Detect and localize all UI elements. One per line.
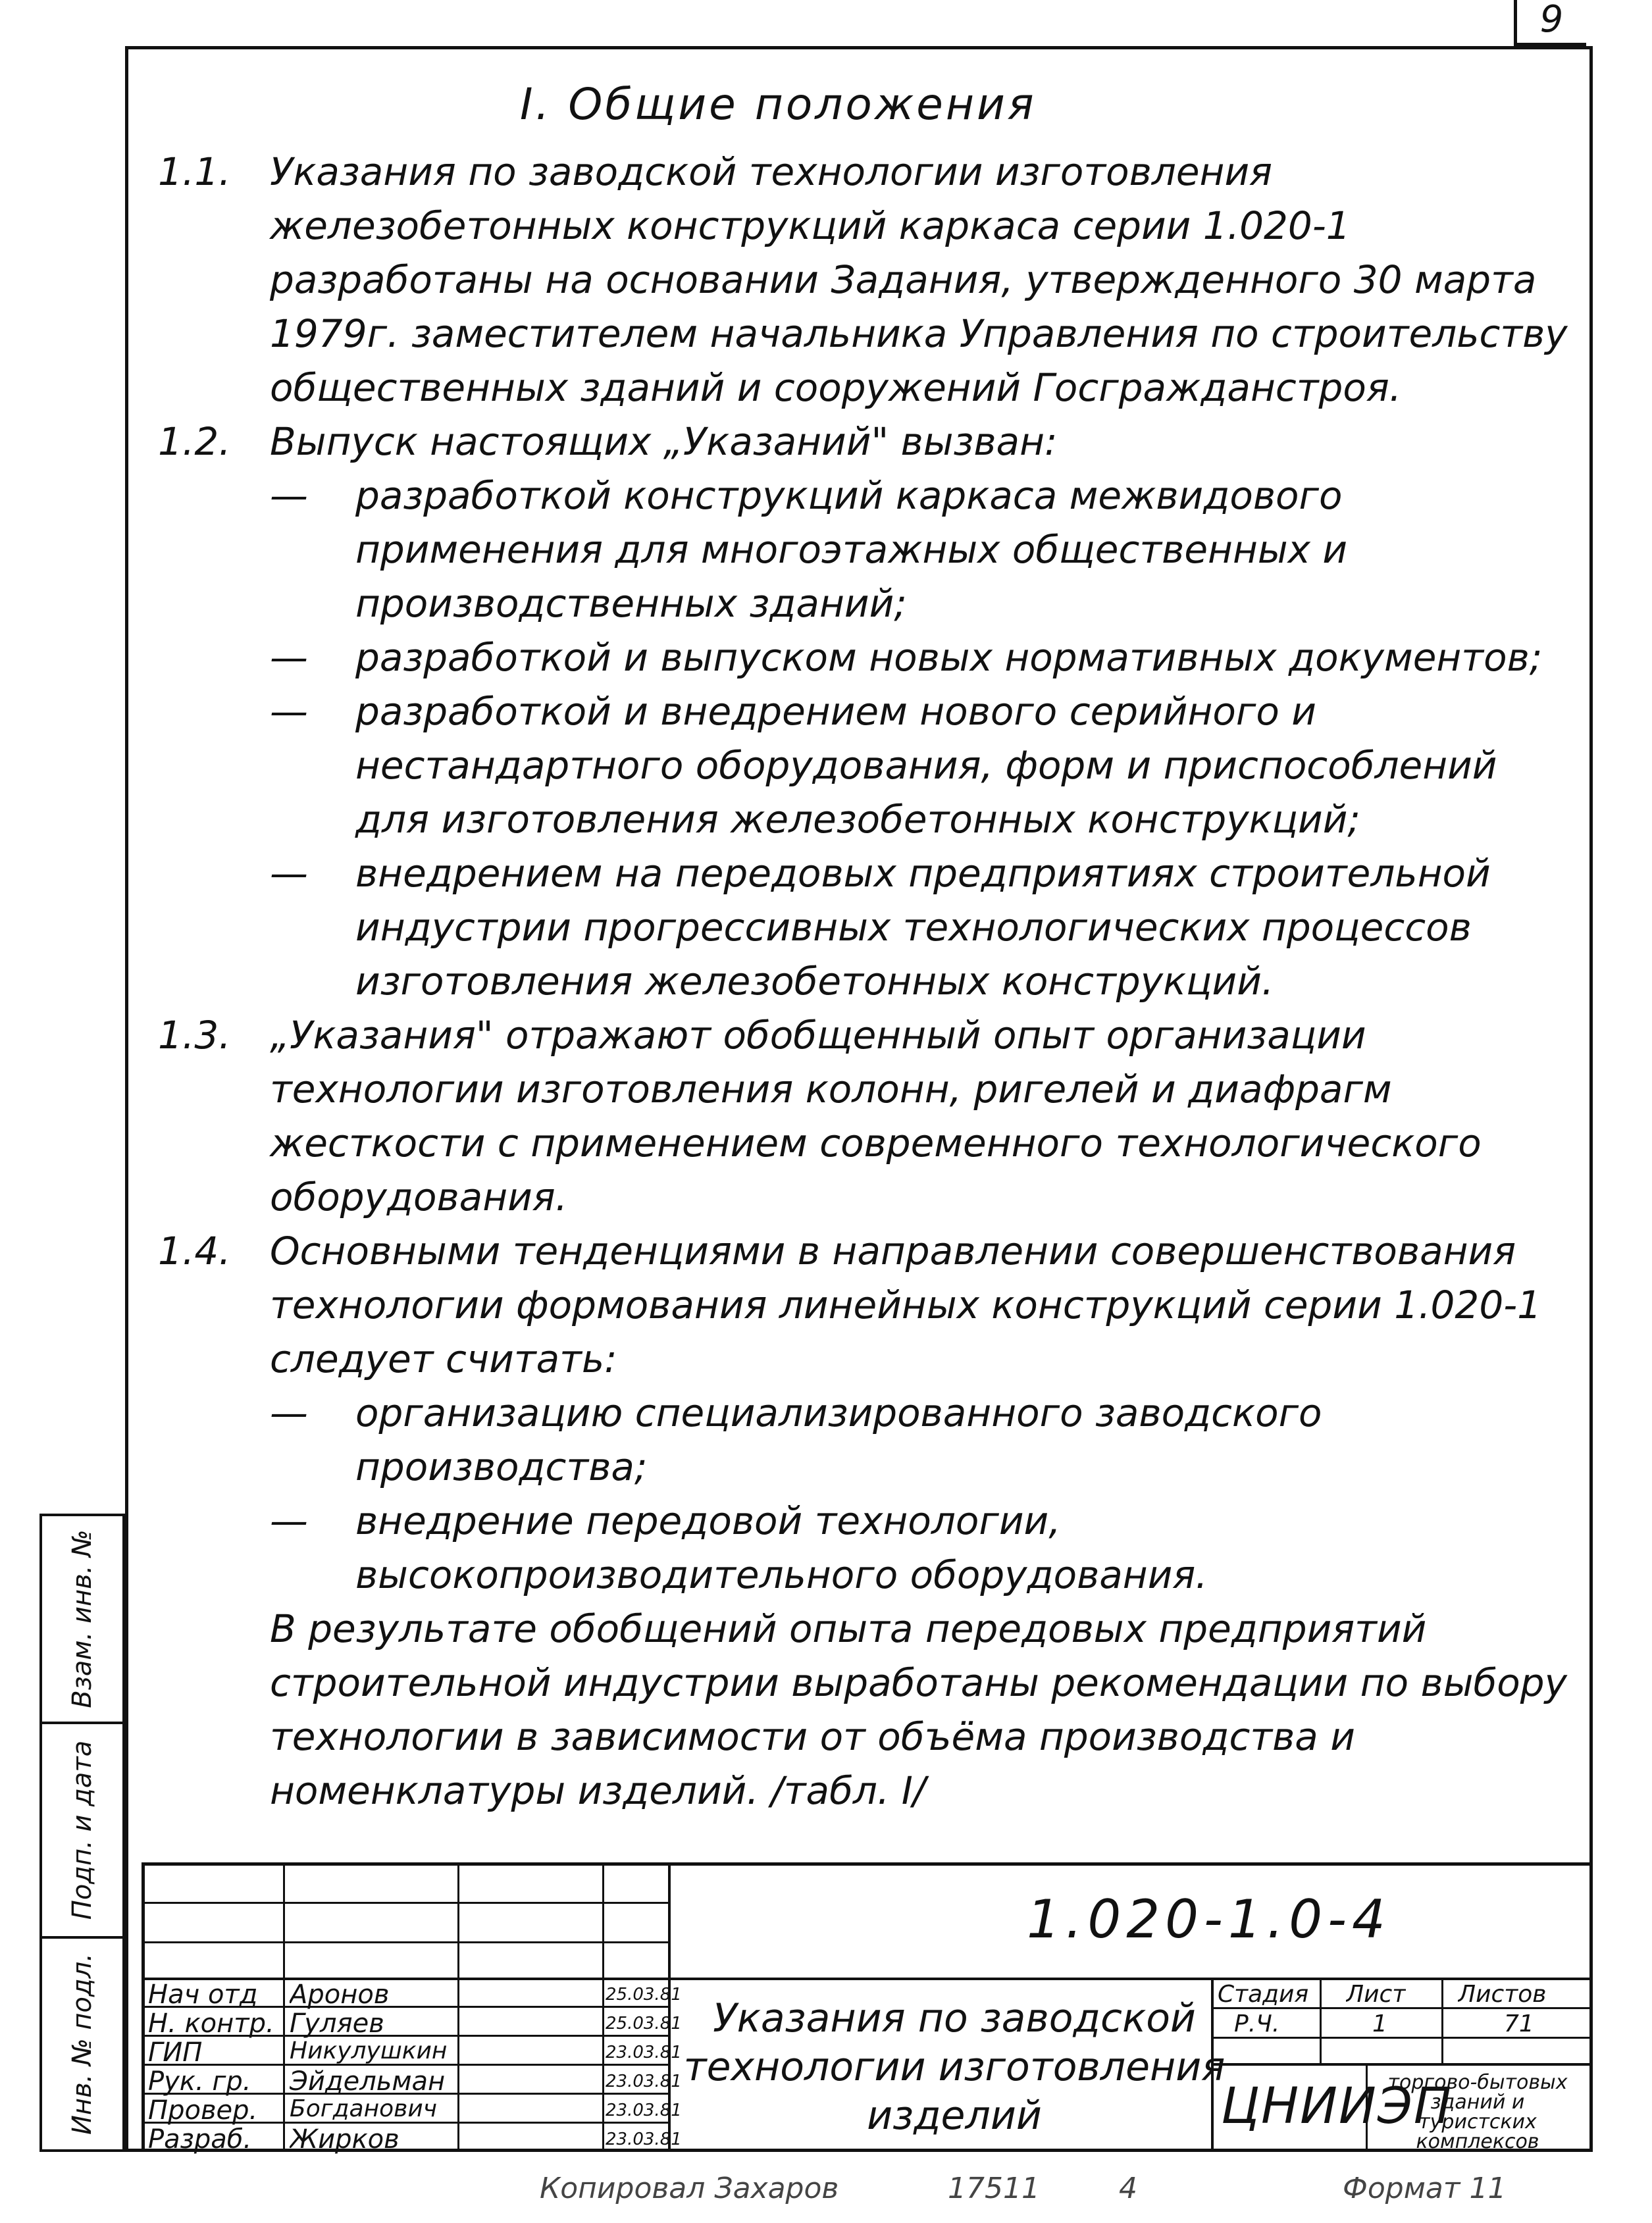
copy-note: Копировал Захаров [540, 2172, 839, 2205]
section-number: 1.4. [158, 1229, 231, 1273]
side-cell: Взам. инв. № [39, 1514, 125, 1724]
side-cell: Инв. № подл. [39, 1936, 125, 2152]
list-item: — разработкой и внедрением нового серийного и нестандартного оборудования, форм и приспособлений для изготовления железобетонных конструкций; [270, 689, 1497, 842]
document-code: 1.020-1.0-4 [1027, 1889, 1391, 1950]
section-number: 1.1. [158, 149, 231, 194]
section-text: Выпуск настоящих „Указаний" вызван: [270, 419, 1058, 464]
section-1-2 [158, 415, 1580, 469]
section-text: Указания по заводской технологии изготовления железобетонных конструкций каркаса серии 1.020-1 разработаны на основании Задания, утвержденного 30 марта 1979г. заместителем начальника Управления по строительству общественных зданий и сооружений Госгражданстроя. [270, 149, 1568, 410]
list-item: — разработкой конструкций каркаса межвидового применения для многоэтажных общественных и производственных зданий; [270, 473, 1348, 626]
list-item: — внедрение передовой технологии, высокопроизводительного оборудования. [270, 1498, 1208, 1597]
closing-paragraph: В результате обобщений опыта передовых предприятий строительной индустрии выработаны рекомендации по выбору технологии в зависимости от объёма производства и номенклатуры изделий. /табл. I/ [270, 1606, 1567, 1813]
document-title: Указания по заводской технологии изготовления изделий [683, 1995, 1226, 2139]
document-body [158, 145, 1580, 1818]
side-cell: Подп. и дата [39, 1722, 125, 1939]
title-block: Нач отд Аронов 25.03.81 Н. контр. Гуляев 25.03.81 ГИП Никулушкин 23.03.81 Рук. гр. Эйдельман 23.03.81 Провер. Богданович 23.03.81 Разраб. Жирков 23.03.81 Стадия Лист Листов Р.Ч. 1 71 [142, 1862, 1593, 2152]
list-item: — организацию специализированного заводского производства; [270, 1391, 1322, 1489]
section-text: Основными тенденциями в направлении совершенствования технологии формования линейных конструкций серии 1.020-1 следует считать: [270, 1229, 1542, 1381]
order-number: 17511 [948, 2172, 1040, 2205]
format-label: Формат 11 [1343, 2172, 1507, 2205]
list-item: — внедрением на передовых предприятиях строительной индустрии прогрессивных технологических процессов изготовления железобетонных конструкций. [270, 851, 1491, 1004]
section-1-4 [158, 1224, 1580, 1386]
section-number: 1.2. [158, 419, 231, 464]
side-stamp [39, 1514, 125, 2152]
organization-logo: ЦНИИЭП [1221, 2076, 1453, 2135]
page-title: I. Общие положения [520, 79, 1037, 130]
section-number: 1.3. [158, 1013, 231, 1058]
section-1-3 [158, 1008, 1580, 1224]
page-number: 9 [1514, 0, 1586, 46]
section-text: „Указания" отражают обобщенный опыт организации технологии изготовления колонн, ригелей и диафрагм жесткости с применением современного технологического оборудования. [270, 1013, 1482, 1219]
section-1-1 [158, 145, 1580, 415]
footer-number: 4 [1119, 2172, 1137, 2205]
organization-subtitle: торгово-бытовых зданий и туристских комплексов [1387, 2071, 1568, 2153]
list-item: — разработкой и выпуском новых нормативных документов; [270, 635, 1543, 680]
